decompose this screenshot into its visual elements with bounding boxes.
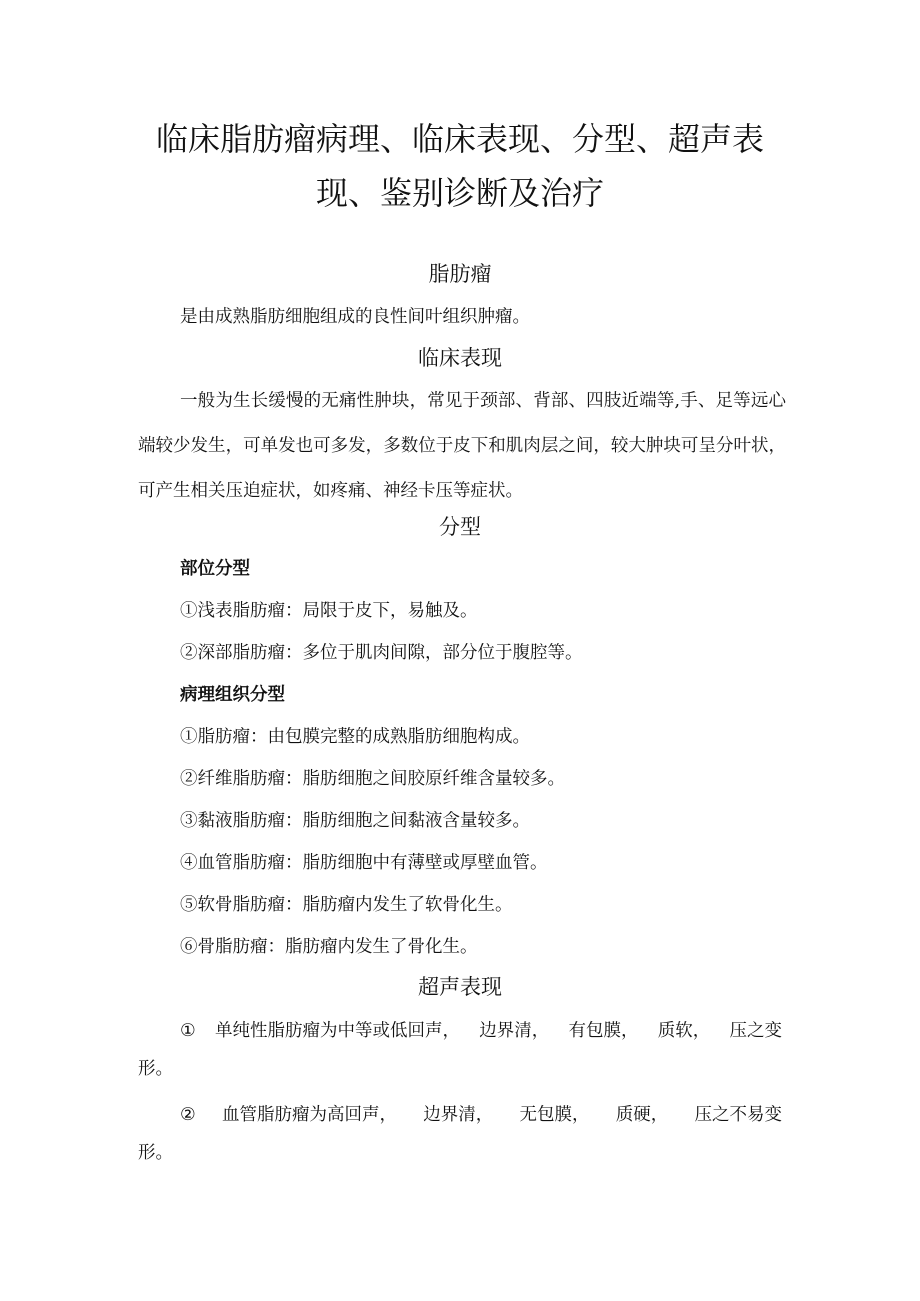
ultrasound-item-text: 压之变	[729, 1021, 782, 1041]
clinical-paragraph: 一般为生长缓慢的无痛性肿块，常见于颈部、背部、四肢近端等,手、足等远心端较少发生，可单发也可多发，多数位于皮下和肌肉层之间，较大肿块可呈分叶状，可产生相关压迫症状，如疼痛、神经卡压等症状。	[138, 391, 786, 501]
ultrasound-item-number: ②	[180, 1105, 196, 1125]
ultrasound-item-text: 质硬，	[615, 1105, 669, 1125]
title-line-1: 临床脂肪瘤病理、临床表现、分型、超声表	[155, 120, 764, 158]
pathology-type-item: ③黏液脂肪瘤：脂肪细胞之间黏液含量较多。	[180, 811, 530, 831]
ultrasound-item-text: 有包膜，	[568, 1021, 639, 1041]
ultrasound-item-1	[138, 1012, 782, 1088]
pathology-type-item: ①脂肪瘤：由包膜完整的成熟脂肪细胞构成。	[180, 727, 530, 747]
location-type-item: ②深部脂肪瘤：多位于肌肉间隙，部分位于腹腔等。	[180, 643, 583, 663]
ultrasound-item-text: 无包膜，	[519, 1105, 590, 1125]
ultrasound-item-continuation: 形。	[138, 1143, 173, 1163]
ultrasound-item-text: 血管脂肪瘤为高回声，	[221, 1105, 397, 1125]
pathology-type-item: ⑥骨脂肪瘤：脂肪瘤内发生了骨化生。	[180, 937, 478, 957]
ultrasound-item-continuation: 形。	[138, 1059, 173, 1079]
location-type-item: ①浅表脂肪瘤：局限于皮下，易触及。	[180, 601, 478, 621]
title-line-2: 现、鉴别诊断及治疗	[315, 174, 604, 212]
heading-clinical: 临床表现	[418, 346, 502, 370]
ultrasound-item-text: 边界清，	[479, 1021, 550, 1041]
document-title	[130, 112, 790, 220]
subheading-location-types: 部位分型	[180, 559, 250, 579]
ultrasound-item-text: 质软，	[657, 1021, 711, 1041]
ultrasound-item-2	[138, 1096, 782, 1172]
heading-types: 分型	[439, 515, 481, 539]
ultrasound-item-text: 单纯性脂肪瘤为中等或低回声，	[214, 1021, 460, 1041]
subheading-pathology-types: 病理组织分型	[180, 685, 285, 705]
ultrasound-item-text: 压之不易变	[694, 1105, 782, 1125]
ultrasound-item-text: 边界清，	[423, 1105, 494, 1125]
definition-paragraph: 是由成熟脂肪细胞组成的良性间叶组织肿瘤。	[180, 307, 530, 327]
ultrasound-item-first-line	[138, 1012, 782, 1050]
pathology-type-item: ②纤维脂肪瘤：脂肪细胞之间胶原纤维含量较多。	[180, 769, 565, 789]
heading-lipoma: 脂肪瘤	[428, 262, 492, 286]
ultrasound-item-number: ①	[180, 1021, 196, 1041]
ultrasound-item-first-line	[138, 1096, 782, 1134]
pathology-type-item: ⑤软骨脂肪瘤：脂肪瘤内发生了软骨化生。	[180, 895, 513, 915]
heading-ultrasound: 超声表现	[418, 975, 502, 999]
pathology-type-item: ④血管脂肪瘤：脂肪细胞中有薄壁或厚壁血管。	[180, 853, 548, 873]
